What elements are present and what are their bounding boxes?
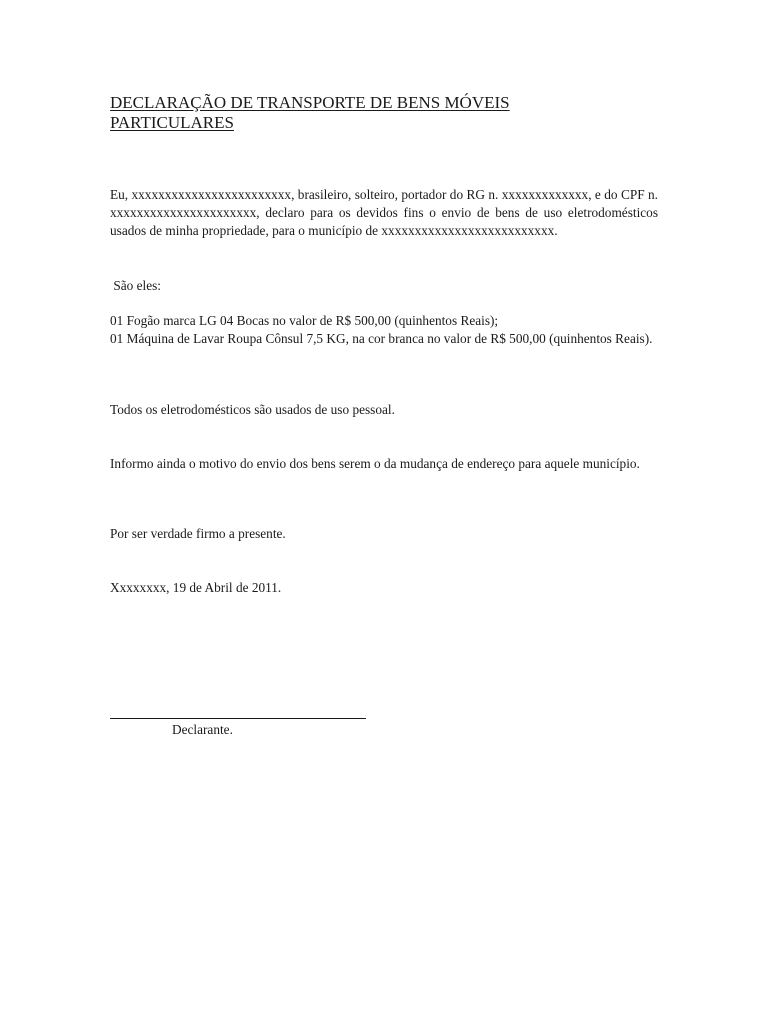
reason-statement: Informo ainda o motivo do envio dos bens serem o da mudança de endereço para aquele município. <box>110 456 640 471</box>
intro-paragraph: Eu, xxxxxxxxxxxxxxxxxxxxxxxx, brasileiro, solteiro, portador do RG n. xxxxxxxxxxxxx, e do CPF n. xxxxxxxxxxxxxxxxxxxxxx, declaro para os devidos fins o envio de bens de uso eletrodomésticos usados de minha propriedade, para o município de xxxxxxxxxxxxxxxxxxxxxxxxxx. <box>110 187 658 238</box>
signature-label: Declarante. <box>172 722 233 737</box>
list-item: 01 Fogão marca LG 04 Bocas no valor de R$ 500,00 (quinhentos Reais); <box>110 313 499 328</box>
document-title: DECLARAÇÃO DE TRANSPORTE DE BENS MÓVEIS PARTICULARES <box>110 93 510 132</box>
list-intro <box>110 277 161 295</box>
signature-line <box>110 718 366 719</box>
place-date: Xxxxxxxx, 19 de Abril de 2011. <box>110 580 282 595</box>
closing-statement: Por ser verdade firmo a presente. <box>110 526 286 541</box>
goods-list <box>110 312 658 348</box>
document-page <box>110 93 658 737</box>
list-intro-text: São eles: <box>113 278 161 293</box>
usage-statement: Todos os eletrodomésticos são usados de uso pessoal. <box>110 402 395 417</box>
list-item: 01 Máquina de Lavar Roupa Cônsul 7,5 KG, na cor branca no valor de R$ 500,00 (quinhentos Reais). <box>110 331 653 346</box>
